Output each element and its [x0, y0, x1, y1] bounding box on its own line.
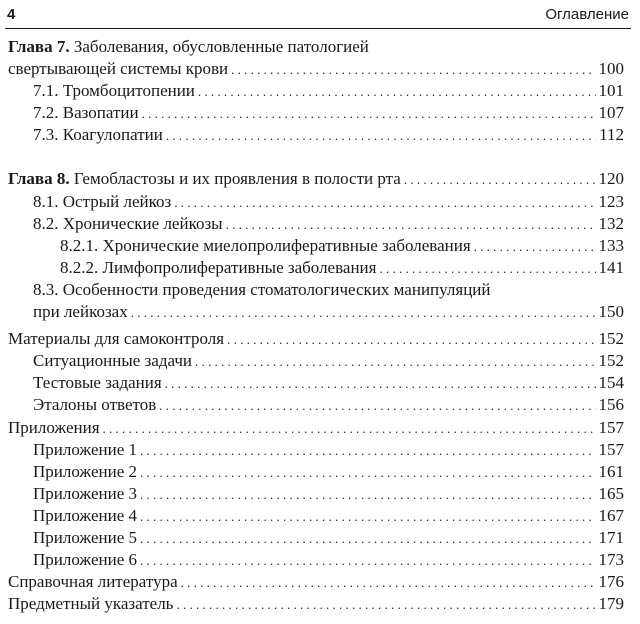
toc-entry-references[interactable]	[8, 571, 624, 593]
entry-page: 154	[598, 373, 624, 393]
toc-entry-7-1[interactable]	[8, 80, 624, 102]
entry-title: Тестовые задания	[33, 373, 162, 393]
entry-title: Эталоны ответов	[33, 395, 157, 415]
toc-entry-7-3[interactable]	[8, 124, 624, 146]
dot-leader	[227, 329, 595, 351]
dot-leader	[165, 373, 596, 395]
entry-title: Приложение 6	[33, 550, 137, 570]
entry-page: 123	[598, 191, 624, 211]
entry-title: 8.3. Особенности проведения стоматологических манипуляций	[33, 279, 491, 299]
entry-page: 157	[598, 417, 624, 437]
toc-entry-appendix-4[interactable]	[8, 505, 624, 527]
page-header	[7, 2, 629, 28]
header-rule	[5, 28, 631, 29]
toc-entry-appendix-2[interactable]	[8, 461, 624, 483]
spacer	[8, 146, 624, 168]
entry-page: 161	[598, 461, 624, 481]
entry-page: 112	[599, 125, 624, 145]
entry-title: Приложение 2	[33, 461, 137, 481]
entry-title	[8, 168, 401, 190]
running-title: Оглавление	[545, 6, 629, 23]
dot-leader	[140, 484, 596, 506]
dot-leader	[181, 572, 596, 594]
entry-page: 165	[598, 483, 624, 503]
toc-entry-8-3[interactable]	[8, 301, 624, 323]
dot-leader	[140, 506, 596, 528]
toc-entry-answer-keys[interactable]	[8, 394, 624, 416]
entry-title: 8.1. Острый лейкоз	[33, 191, 172, 211]
toc-entry-appendix-5[interactable]	[8, 527, 624, 549]
chapter-title: Заболевания, обусловленные патологией	[73, 37, 369, 56]
page-number: 4	[7, 6, 16, 23]
toc-entry-appendices[interactable]	[8, 417, 624, 439]
entry-title: 8.2.2. Лимфопролиферативные заболевания	[60, 257, 377, 277]
toc-entry-subject-index[interactable]	[8, 593, 624, 615]
dot-leader	[103, 418, 596, 440]
entry-page: 107	[598, 103, 624, 123]
entry-title: Предметный указатель	[8, 594, 174, 614]
toc-entry-situational-tasks[interactable]	[8, 350, 624, 372]
toc-entry-8-3-line1	[8, 279, 624, 301]
dot-leader	[379, 258, 595, 280]
entry-title: Материалы для самоконтроля	[8, 329, 225, 349]
table-of-contents	[8, 36, 624, 615]
toc-entry-test-tasks[interactable]	[8, 372, 624, 394]
dot-leader	[226, 214, 596, 236]
entry-page: 157	[598, 439, 624, 459]
entry-page: 132	[598, 213, 624, 233]
toc-entry-appendix-6[interactable]	[8, 549, 624, 571]
toc-entry-8-2[interactable]	[8, 213, 624, 235]
entry-title: 7.3. Коагулопатии	[33, 125, 163, 145]
entry-page: 176	[598, 572, 624, 592]
entry-title: Приложение 3	[33, 483, 137, 503]
entry-title: Справочная литература	[8, 572, 178, 592]
dot-leader	[140, 528, 596, 550]
dot-leader	[474, 236, 596, 258]
entry-page: 179	[598, 594, 624, 614]
toc-entry-appendix-1[interactable]	[8, 439, 624, 461]
chapter-label: Глава 8.	[8, 169, 70, 189]
dot-leader	[166, 125, 596, 147]
dot-leader	[140, 462, 596, 484]
entry-title: свертывающей системы крови	[8, 59, 229, 79]
dot-leader	[176, 594, 595, 616]
entry-page: 167	[598, 505, 624, 525]
toc-entry-8-2-2[interactable]	[8, 257, 624, 279]
dot-leader	[198, 81, 596, 103]
entry-page: 173	[598, 550, 624, 570]
entry-title: Приложение 4	[33, 505, 137, 525]
entry-page: 152	[598, 351, 624, 371]
toc-entry-self-control[interactable]	[8, 328, 624, 350]
entry-title: 7.1. Тромбоцитопении	[33, 81, 195, 101]
toc-entry-appendix-3[interactable]	[8, 483, 624, 505]
entry-title: 8.2. Хронические лейкозы	[33, 213, 223, 233]
entry-page: 171	[598, 527, 624, 547]
dot-leader	[142, 103, 596, 125]
chapter-title: Гемобластозы и их проявления в полости рта	[73, 169, 401, 189]
entry-title: Приложения	[8, 417, 100, 437]
dot-leader	[195, 351, 596, 373]
entry-title: 8.2.1. Хронические миелопролиферативные заболевания	[60, 235, 471, 255]
toc-entry-7-2[interactable]	[8, 102, 624, 124]
toc-entry-chapter-8[interactable]	[8, 168, 624, 190]
entry-title: Приложение 5	[33, 527, 137, 547]
entry-page: 101	[598, 81, 624, 101]
dot-leader	[140, 550, 596, 572]
entry-page: 133	[598, 235, 624, 255]
entry-page: 152	[598, 329, 624, 349]
toc-entry-chapter-7[interactable]	[8, 58, 624, 80]
dot-leader	[131, 302, 596, 324]
entry-page: 150	[598, 302, 624, 322]
entry-title: Приложение 1	[33, 439, 137, 459]
toc-entry-8-1[interactable]	[8, 191, 624, 213]
toc-chapter-7-heading	[8, 36, 624, 58]
dot-leader	[174, 192, 595, 214]
dot-leader	[404, 169, 596, 191]
dot-leader	[231, 59, 595, 81]
entry-page: 156	[598, 395, 624, 415]
entry-title: при лейкозах	[33, 302, 128, 322]
entry-page: 100	[598, 59, 624, 79]
entry-page: 120	[598, 169, 624, 189]
chapter-label: Глава 7.	[8, 37, 70, 56]
dot-leader	[159, 395, 595, 417]
toc-entry-8-2-1[interactable]	[8, 235, 624, 257]
entry-page: 141	[598, 257, 624, 277]
entry-title: 7.2. Вазопатии	[33, 103, 139, 123]
entry-title: Ситуационные задачи	[33, 351, 192, 371]
dot-leader	[140, 440, 596, 462]
